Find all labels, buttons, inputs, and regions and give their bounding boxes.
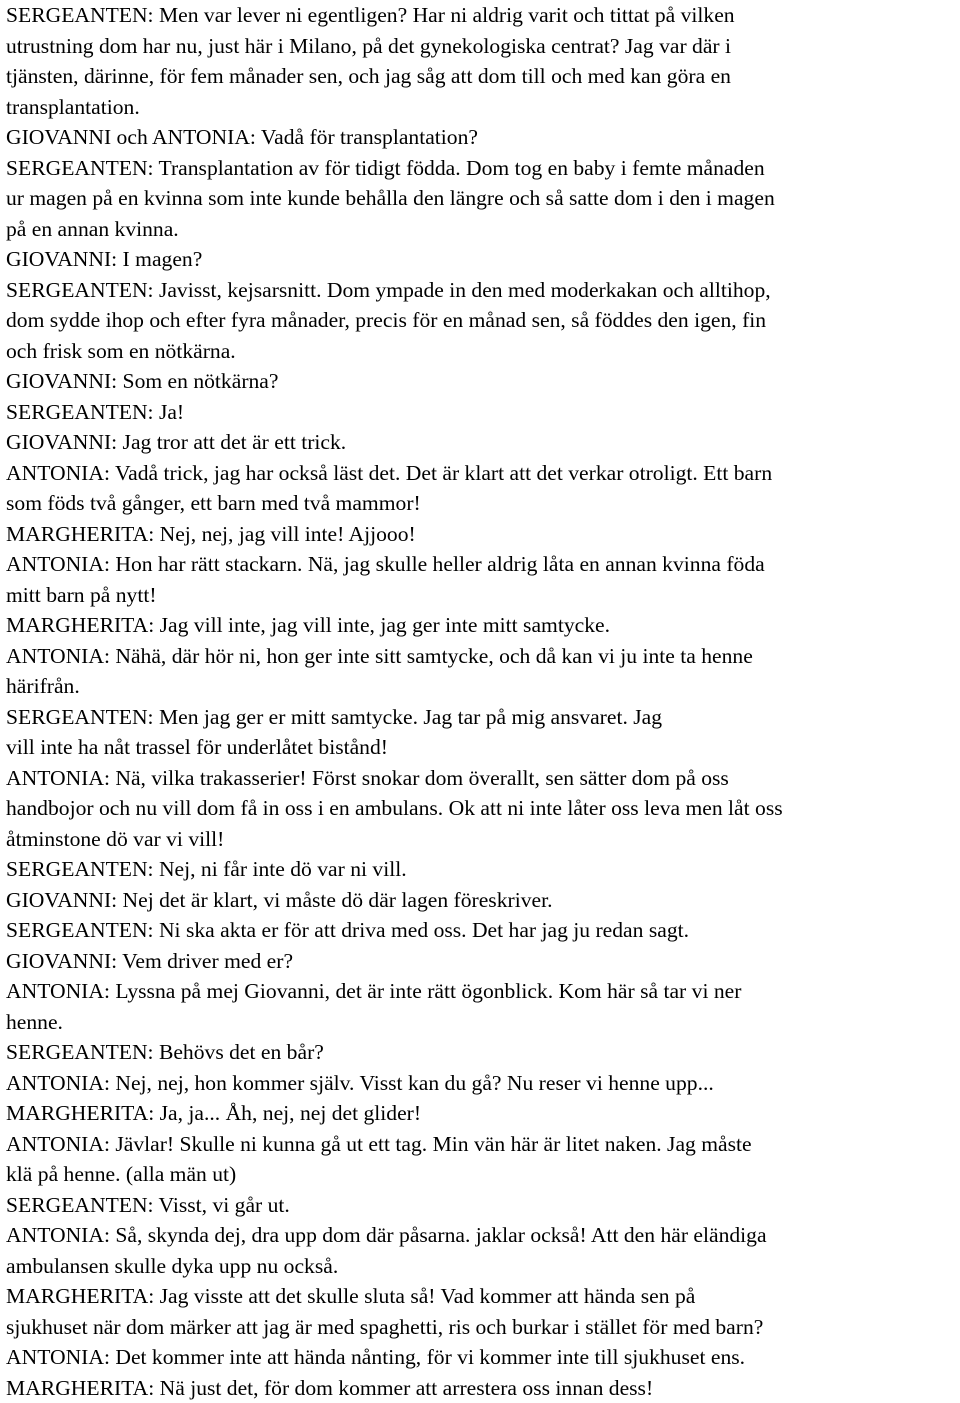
dialogue-line: ANTONIA: Nähä, där hör ni, hon ger inte sitt samtycke, och då kan vi ju inte ta henne: [6, 644, 753, 668]
dialogue-line: som föds två gånger, ett barn med två mammor!: [6, 491, 421, 515]
dialogue-paragraph: [6, 1342, 954, 1373]
dialogue-line: vill inte ha nåt trassel för underlåtet bistånd!: [6, 735, 388, 759]
dialogue-paragraph: [6, 946, 954, 977]
dialogue-paragraph: [6, 366, 954, 397]
dialogue-line: ambulansen skulle dyka upp nu också.: [6, 1254, 338, 1278]
dialogue-line: SERGEANTEN: Nej, ni får inte dö var ni vill.: [6, 857, 407, 881]
dialogue-line: på en annan kvinna.: [6, 217, 179, 241]
dialogue-paragraph: [6, 702, 954, 763]
dialogue-line: GIOVANNI: Vem driver med er?: [6, 949, 293, 973]
dialogue-line: ANTONIA: Nej, nej, hon kommer själv. Visst kan du gå? Nu reser vi henne upp...: [6, 1071, 714, 1095]
dialogue-paragraph: [6, 915, 954, 946]
dialogue-line: ANTONIA: Det kommer inte att hända nånting, för vi kommer inte till sjukhuset ens.: [6, 1345, 745, 1369]
dialogue-line: SERGEANTEN: Transplantation av för tidigt födda. Dom tog en baby i femte månaden: [6, 156, 765, 180]
dialogue-line: henne.: [6, 1010, 63, 1034]
dialogue-line: GIOVANNI: Som en nötkärna?: [6, 369, 278, 393]
dialogue-paragraph: [6, 153, 954, 245]
dialogue-line: ANTONIA: Hon har rätt stackarn. Nä, jag skulle heller aldrig låta en annan kvinna föda: [6, 552, 765, 576]
dialogue-line: SERGEANTEN: Visst, vi går ut.: [6, 1193, 290, 1217]
dialogue-line: utrustning dom har nu, just här i Milano, på det gynekologiska centrat? Jag var där i: [6, 34, 731, 58]
dialogue-line: sjukhuset när dom märker att jag är med spaghetti, ris och burkar i stället för med barn?: [6, 1315, 763, 1339]
dialogue-line: GIOVANNI: Jag tror att det är ett trick.: [6, 430, 346, 454]
dialogue-paragraph: [6, 1373, 954, 1403]
dialogue-line: ANTONIA: Nä, vilka trakasserier! Först snokar dom överallt, sen sätter dom på oss: [6, 766, 729, 790]
dialogue-line: ANTONIA: Så, skynda dej, dra upp dom där påsarna. jaklar också! Att den här eländiga: [6, 1223, 767, 1247]
dialogue-paragraph: [6, 275, 954, 367]
dialogue-line: MARGHERITA: Jag vill inte, jag vill inte, jag ger inte mitt samtycke.: [6, 613, 610, 637]
dialogue-paragraph: [6, 122, 954, 153]
dialogue-paragraph: [6, 1220, 954, 1281]
dialogue-line: GIOVANNI: Nej det är klart, vi måste dö där lagen föreskriver.: [6, 888, 552, 912]
dialogue-paragraph: [6, 1098, 954, 1129]
dialogue-paragraph: [6, 0, 954, 122]
dialogue-paragraph: [6, 1281, 954, 1342]
dialogue-paragraph: [6, 1129, 954, 1190]
dialogue-paragraph: [6, 763, 954, 855]
dialogue-paragraph: [6, 610, 954, 641]
dialogue-paragraph: [6, 1037, 954, 1068]
dialogue-line: och frisk som en nötkärna.: [6, 339, 236, 363]
dialogue-paragraph: [6, 519, 954, 550]
dialogue-line: SERGEANTEN: Men var lever ni egentligen? Har ni aldrig varit och tittat på vilken: [6, 3, 735, 27]
dialogue-line: transplantation.: [6, 95, 140, 119]
dialogue-paragraph: [6, 976, 954, 1037]
dialogue-paragraph: [6, 885, 954, 916]
dialogue-line: GIOVANNI och ANTONIA: Vadå för transplantation?: [6, 125, 478, 149]
dialogue-paragraph: [6, 854, 954, 885]
dialogue-line: MARGHERITA: Ja, ja... Åh, nej, nej det glider!: [6, 1101, 421, 1125]
dialogue-line: MARGHERITA: Jag visste att det skulle sluta så! Vad kommer att hända sen på: [6, 1284, 695, 1308]
dialogue-line: SERGEANTEN: Behövs det en bår?: [6, 1040, 324, 1064]
dialogue-line: SERGEANTEN: Javisst, kejsarsnitt. Dom ympade in den med moderkakan och alltihop,: [6, 278, 771, 302]
dialogue-line: ANTONIA: Jävlar! Skulle ni kunna gå ut ett tag. Min vän här är litet naken. Jag måste: [6, 1132, 752, 1156]
dialogue-line: SERGEANTEN: Ni ska akta er för att driva med oss. Det har jag ju redan sagt.: [6, 918, 689, 942]
dialogue-paragraph: [6, 641, 954, 702]
dialogue-paragraph: [6, 1190, 954, 1221]
dialogue-line: härifrån.: [6, 674, 80, 698]
dialogue-paragraph: [6, 397, 954, 428]
dialogue-line: mitt barn på nytt!: [6, 583, 157, 607]
dialogue-line: ANTONIA: Vadå trick, jag har också läst det. Det är klart att det verkar otroligt. Ett barn: [6, 461, 772, 485]
dialogue-paragraph: [6, 244, 954, 275]
dialogue-paragraph: [6, 427, 954, 458]
dialogue-line: ANTONIA: Lyssna på mej Giovanni, det är inte rätt ögonblick. Kom här så tar vi ner: [6, 979, 741, 1003]
dialogue-line: ur magen på en kvinna som inte kunde behålla den längre och så satte dom i den i magen: [6, 186, 775, 210]
dialogue-paragraph: [6, 1068, 954, 1099]
dialogue-line: åtminstone dö var vi vill!: [6, 827, 224, 851]
dialogue-line: SERGEANTEN: Ja!: [6, 400, 184, 424]
dialogue-line: SERGEANTEN: Men jag ger er mitt samtycke. Jag tar på mig ansvaret. Jag: [6, 705, 662, 729]
dialogue-line: klä på henne. (alla män ut): [6, 1162, 236, 1186]
dialogue-line: dom sydde ihop och efter fyra månader, precis för en månad sen, så föddes den igen, fin: [6, 308, 766, 332]
dialogue-line: GIOVANNI: I magen?: [6, 247, 202, 271]
dialogue-line: MARGHERITA: Nej, nej, jag vill inte! Ajjooo!: [6, 522, 416, 546]
dialogue-paragraph: [6, 549, 954, 610]
dialogue-paragraph: [6, 458, 954, 519]
dialogue-line: tjänsten, därinne, för fem månader sen, och jag såg att dom till och med kan göra en: [6, 64, 731, 88]
dialogue-line: MARGHERITA: Nä just det, för dom kommer att arrestera oss innan dess!: [6, 1376, 653, 1400]
dialogue-line: handbojor och nu vill dom få in oss i en ambulans. Ok att ni inte låter oss leva men låt oss: [6, 796, 783, 820]
